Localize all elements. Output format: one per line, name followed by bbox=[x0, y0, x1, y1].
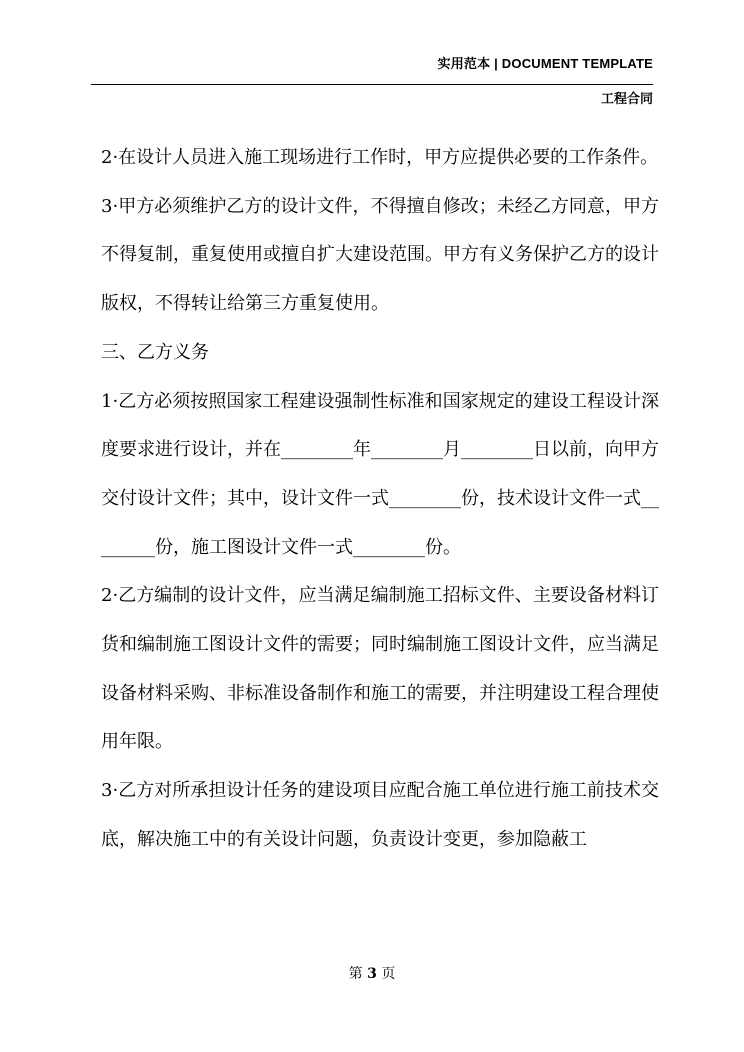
header-subtitle: 工程合同 bbox=[600, 91, 653, 106]
paragraph-design-site-access: 2·在设计人员进入施工现场进行工作时，甲方应提供必要的工作条件。 bbox=[101, 147, 659, 168]
paragraph-technical-briefing: 3·乙方对所承担设计任务的建设项目应配合施工单位进行施工前技术交底，解决施工中的有关设计问题，负责设计变更，参加隐蔽工 bbox=[101, 780, 659, 850]
paragraph-design-requirements: 2·乙方编制的设计文件，应当满足编制施工招标文件、主要设备材料订货和编制施工图设计文件的需要；同时编制施工图设计文件，应当满足设备材料采购、非标准设备制作和施工的需要，并注明建设工程合理使用年限。 bbox=[101, 585, 659, 753]
footer-prefix: 第 bbox=[348, 966, 363, 982]
header-title: 实用范本 | DOCUMENT TEMPLATE bbox=[437, 56, 653, 71]
document-body bbox=[101, 134, 659, 865]
section-heading-party-b-obligations: 三、乙方义务 bbox=[101, 341, 209, 363]
footer-suffix: 页 bbox=[381, 966, 396, 982]
paragraph-design-delivery: 1·乙方必须按照国家工程建设强制性标准和国家规定的建设工程设计深度要求进行设计，并在________年________月________日以前，向甲方交付设计文件；其中，设计文件一式________份，技术设计文件一式________份，施工图设计文件一式________份。 bbox=[101, 390, 659, 558]
page-footer bbox=[0, 963, 744, 983]
header-rule bbox=[91, 84, 653, 85]
page-number: 3 bbox=[367, 966, 377, 982]
paragraph-copyright: 3·甲方必须维护乙方的设计文件，不得擅自修改；未经乙方同意，甲方不得复制，重复使用或擅自扩大建设范围。甲方有义务保护乙方的设计版权，不得转让给第三方重复使用。 bbox=[101, 195, 659, 315]
